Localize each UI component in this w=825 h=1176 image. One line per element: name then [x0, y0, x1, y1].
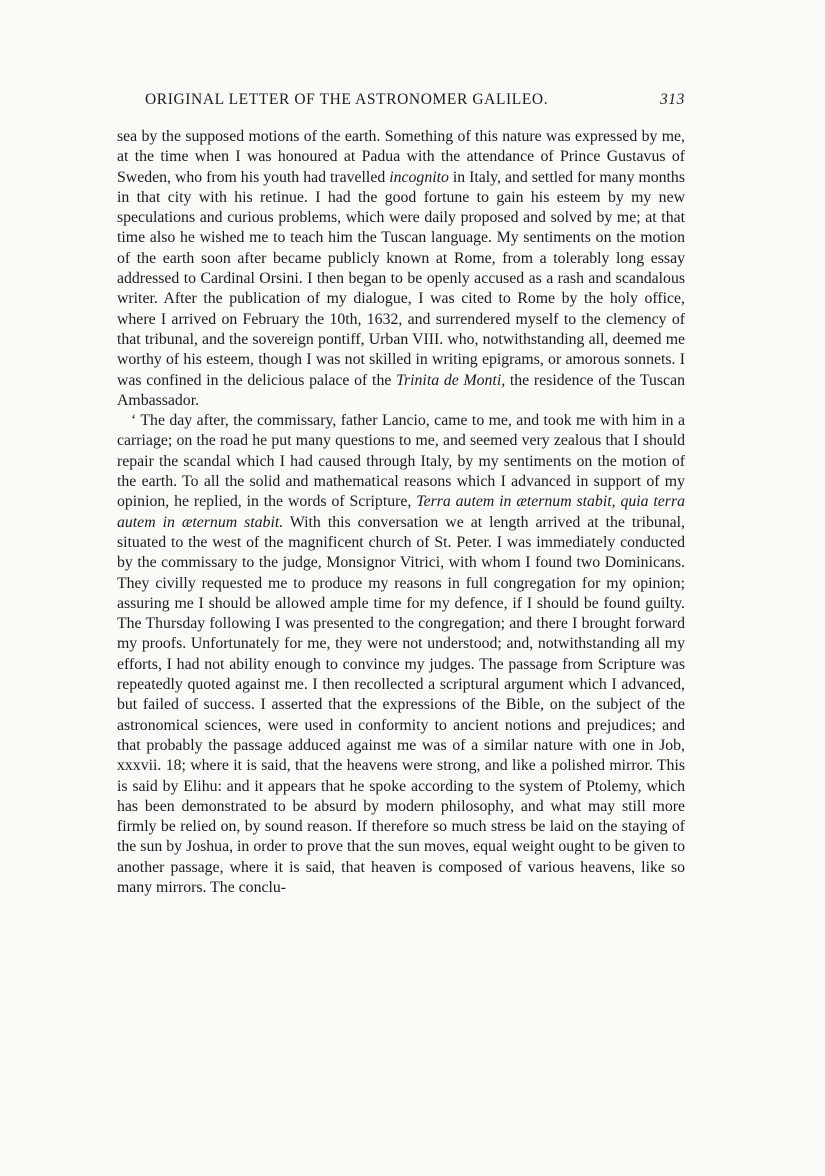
text-run: ‘ The day after, the commissary, father Lancio, came to me, and took me with him in a carriage; on the road he put many questions to me, and seemed very zealous that I should repair the scandal which I had caused through Italy, by my sentiments on the motion of the earth. To all the solid and mathematical reasons which I advanced in support of my opinion, he replied, in the words of Scripture, [117, 412, 685, 511]
text-run: the residence of the Tuscan Ambassador. [117, 371, 685, 409]
italic-text: Trinita de Monti, [396, 371, 506, 389]
text-run: sea by the supposed motions of the earth. Something of this nature was expressed by me, at the time when I was honoured at Padua with the attendance of Prince Gustavus of Sweden, who from his youth had travelled [117, 128, 685, 186]
running-title: ORIGINAL LETTER OF THE ASTRONOMER GALILEO. [145, 91, 549, 108]
paragraph [117, 411, 685, 898]
body-text [117, 127, 685, 898]
paragraph [117, 127, 685, 411]
text-run: With this conversation we at length arrived at the tribunal, situated to the west of the magnificent church of St. Peter. I was immediately conducted by the commissary to the judge, Monsignor Vitrici, with whom I found two Dominicans. They civilly requested me to produce my reasons in full congregation for my opinion; assuring me I should be allowed ample time for my defence, if I should be found guilty. The Thursday following I was presented to the congregation; and there I brought forward my proofs. Unfortunately for me, they were not understood; and, notwithstanding all my efforts, I had not ability enough to convince my judges. The passage from Scripture was repeatedly quoted against me. I then recollected a scriptural argument which I advanced, but failed of success. I asserted that the expressions of the Bible, on the subject of the astronomical sciences, were used in conformity to ancient notions and prejudices; and that probably the passage adduced against me was of a similar nature with one in Job, xxxvii. 18; where it is said, that the heavens were strong, and like a polished mirror. This is said by Elihu: and it appears that he spoke according to the system of Ptolemy, which has been demonstrated to be absurd by modern philosophy, and what may still more firmly be relied on, by sound reason. If therefore so much stress be laid on the staying of the sun by Joshua, in order to prove that the sun moves, equal weight ought to be given to another passage, where it is said, that heaven is composed of various heavens, like so many mirrors. The conclu- [117, 513, 685, 896]
page-number: 313 [659, 91, 685, 108]
text-run: in Italy, and settled for many months in that city with his retinue. I had the good fortune to gain his esteem by my new speculations and curious problems, which were daily proposed and solved by me; at that time also he wished me to teach him the Tuscan language. My sentiments on the motion of the earth soon after became publicly known at Rome, from a tolerably long essay addressed to Cardinal Orsini. I then began to be openly accused as a rash and scandalous writer. After the publication of my dialogue, I was cited to Rome by the holy office, where I arrived on February the 10th, 1632, and surrendered myself to the clemency of that tribunal, and the sovereign pontiff, Urban VIII. who, notwithstanding all, deemed me worthy of his esteem, though I was not skilled in writing epigrams, or amorous sonnets. I was confined in the delicious palace of the [117, 168, 685, 389]
italic-text: Terra autem in æternum stabit, quia terra autem in æternum stabit. [117, 493, 686, 531]
italic-text: incognito [389, 168, 449, 186]
